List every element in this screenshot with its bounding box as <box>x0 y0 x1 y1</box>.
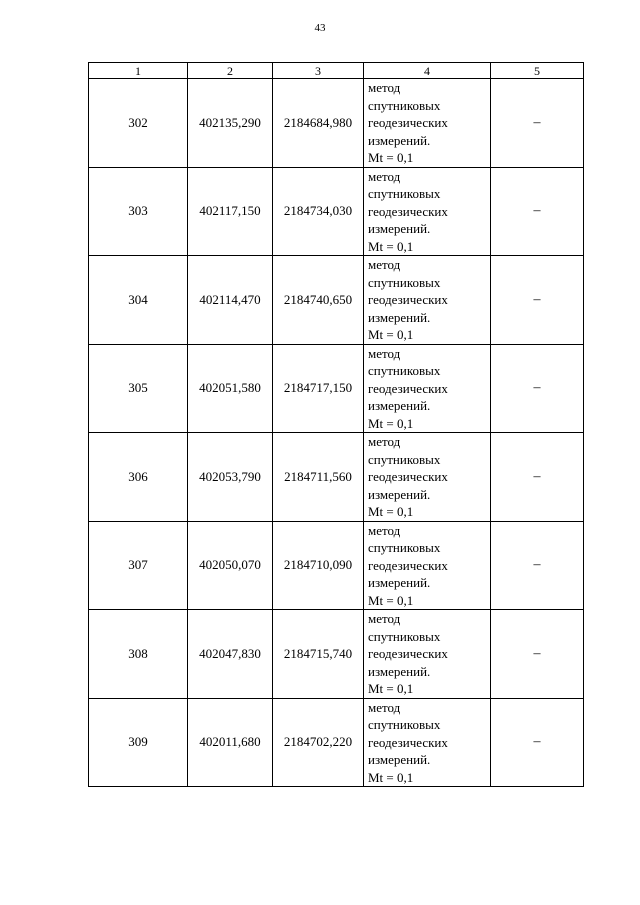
method-line: геодезических <box>368 734 448 750</box>
note-cell: – <box>491 521 584 610</box>
y-coordinate-cell: 2184711,560 <box>273 433 364 522</box>
method-line: Mt = 0,1 <box>368 415 414 431</box>
method-line: метод <box>368 345 401 361</box>
point-number-cell: 305 <box>89 344 188 433</box>
table-body <box>89 79 584 787</box>
column-header: 3 <box>273 63 364 79</box>
note-cell: – <box>491 256 584 345</box>
x-coordinate-cell: 402050,070 <box>188 521 273 610</box>
method-line: спутниковых <box>368 97 441 113</box>
method-cell <box>364 521 491 610</box>
method-line: спутниковых <box>368 540 441 555</box>
method-line: спутниковых <box>368 274 441 290</box>
method-line: геодезических <box>368 469 448 484</box>
method-line: геодезических <box>368 203 448 219</box>
note-cell: – <box>491 167 584 256</box>
note-cell: – <box>491 344 584 433</box>
table-header-row <box>89 63 584 79</box>
method-line: спутниковых <box>368 717 441 732</box>
column-header: 4 <box>364 63 491 79</box>
method-line: метод <box>368 168 401 184</box>
method-line: Mt = 0,1 <box>368 238 414 254</box>
table-row <box>89 610 584 699</box>
y-coordinate-cell: 2184715,740 <box>273 610 364 699</box>
method-cell <box>364 256 491 345</box>
x-coordinate-cell: 402053,790 <box>188 433 273 522</box>
method-line: Mt = 0,1 <box>368 592 414 608</box>
method-line: метод <box>368 699 401 715</box>
method-line: метод <box>368 522 401 538</box>
y-coordinate-cell: 2184734,030 <box>273 167 364 256</box>
method-line: спутниковых <box>368 451 441 467</box>
table-row <box>89 167 584 256</box>
method-line: геодезических <box>368 557 448 573</box>
x-coordinate-cell: 402114,470 <box>188 256 273 345</box>
method-line: геодезических <box>368 115 448 130</box>
point-number-cell: 307 <box>89 521 188 610</box>
note-cell: – <box>491 610 584 699</box>
note-cell: – <box>491 79 584 168</box>
note-cell: – <box>491 698 584 787</box>
method-cell <box>364 79 491 168</box>
point-number-cell: 302 <box>89 79 188 168</box>
method-line: измерений. <box>368 309 431 325</box>
method-line: спутниковых <box>368 628 441 644</box>
method-line: измерений. <box>368 575 431 590</box>
method-line: Mt = 0,1 <box>368 681 414 696</box>
x-coordinate-cell: 402117,150 <box>188 167 273 256</box>
y-coordinate-cell: 2184702,220 <box>273 698 364 787</box>
method-line: измерений. <box>368 663 431 679</box>
point-number-cell: 308 <box>89 610 188 699</box>
method-line: измерений. <box>368 132 431 148</box>
method-line: геодезических <box>368 292 448 307</box>
x-coordinate-cell: 402011,680 <box>188 698 273 787</box>
y-coordinate-cell: 2184710,090 <box>273 521 364 610</box>
method-line: Mt = 0,1 <box>368 327 414 342</box>
y-coordinate-cell: 2184717,150 <box>273 344 364 433</box>
x-coordinate-cell: 402135,290 <box>188 79 273 168</box>
point-number-cell: 309 <box>89 698 188 787</box>
table-row <box>89 79 584 168</box>
method-line: метод <box>368 257 401 272</box>
method-line: измерений. <box>368 752 431 767</box>
method-cell <box>364 698 491 787</box>
table-row <box>89 433 584 522</box>
method-line: измерений. <box>368 221 431 236</box>
method-line: спутниковых <box>368 186 441 201</box>
column-header: 5 <box>491 63 584 79</box>
x-coordinate-cell: 402047,830 <box>188 610 273 699</box>
method-cell <box>364 167 491 256</box>
y-coordinate-cell: 2184740,650 <box>273 256 364 345</box>
table-row <box>89 521 584 610</box>
method-line: метод <box>368 611 401 626</box>
method-line: измерений. <box>368 398 431 413</box>
coordinates-table <box>88 62 584 787</box>
method-line: геодезических <box>368 646 448 661</box>
table-row <box>89 698 584 787</box>
method-line: Mt = 0,1 <box>368 150 414 165</box>
method-line: спутниковых <box>368 363 441 378</box>
point-number-cell: 306 <box>89 433 188 522</box>
method-cell <box>364 433 491 522</box>
x-coordinate-cell: 402051,580 <box>188 344 273 433</box>
column-header: 2 <box>188 63 273 79</box>
method-line: геодезических <box>368 380 448 396</box>
column-header: 1 <box>89 63 188 79</box>
method-cell <box>364 344 491 433</box>
point-number-cell: 303 <box>89 167 188 256</box>
table-row <box>89 256 584 345</box>
method-cell <box>364 610 491 699</box>
method-line: измерений. <box>368 486 431 502</box>
page-number: 43 <box>314 22 326 34</box>
method-line: метод <box>368 80 401 95</box>
method-line: Mt = 0,1 <box>368 504 414 519</box>
table-row <box>89 344 584 433</box>
y-coordinate-cell: 2184684,980 <box>273 79 364 168</box>
method-line: метод <box>368 434 401 449</box>
point-number-cell: 304 <box>89 256 188 345</box>
method-line: Mt = 0,1 <box>368 769 414 785</box>
note-cell: – <box>491 433 584 522</box>
